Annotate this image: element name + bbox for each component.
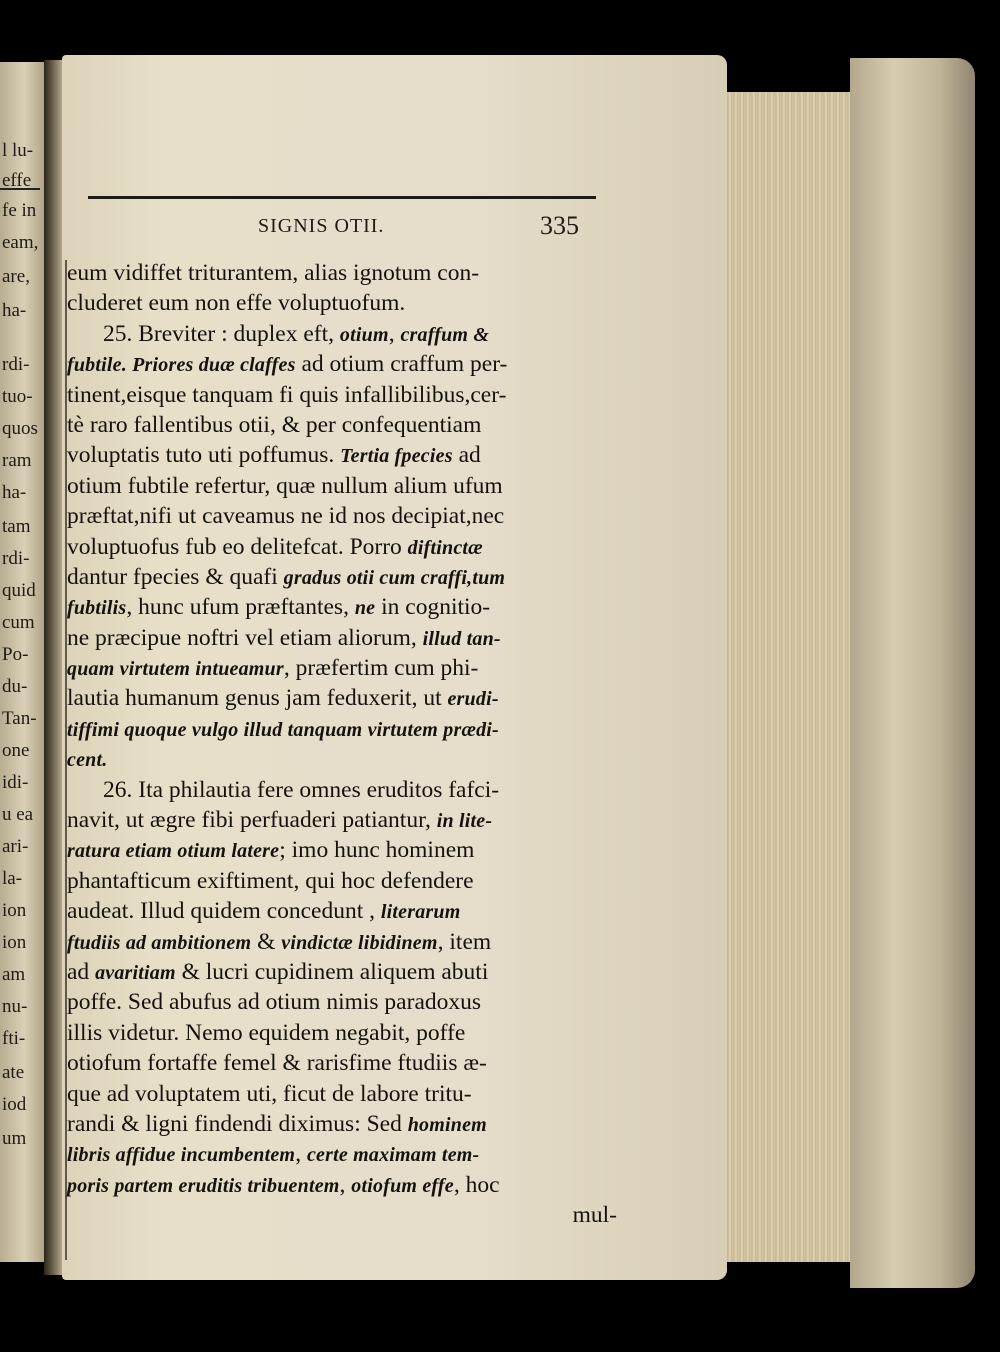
left-page-fragment: fti-	[2, 1028, 26, 1049]
text-segment: ne præcipue noftri vel etiam aliorum,	[67, 624, 423, 651]
text-segment: ,	[339, 1171, 352, 1198]
text-line	[67, 1109, 617, 1139]
text-line	[67, 927, 617, 957]
left-page-fragment: ram	[2, 450, 32, 471]
text-segment: & lucri cupidinem aliquem abuti	[175, 958, 489, 985]
text-line	[67, 1048, 617, 1078]
text-segment: &	[251, 928, 282, 955]
text-segment: dantur fpecies & quafi	[67, 563, 284, 590]
text-line	[67, 1079, 617, 1109]
italic-segment: gradus otii cum craffi,tum	[283, 566, 506, 589]
page-header	[62, 211, 727, 245]
left-page-fragment: cum	[2, 612, 35, 633]
text-segment: lautia humanum genus jam feduxerit, ut	[67, 685, 448, 712]
text-segment: tè raro fallentibus otii, & per confequentiam	[67, 411, 482, 438]
italic-segment: diftinctæ	[407, 536, 483, 559]
left-page-fragment: tam	[2, 516, 31, 537]
text-line	[67, 380, 617, 410]
text-line	[67, 1170, 617, 1200]
text-line	[67, 835, 617, 865]
text-segment: 26. Ita philautia fere omnes eruditos fafci-	[103, 776, 500, 803]
text-line	[67, 562, 617, 592]
text-line	[67, 471, 617, 501]
text-segment: cluderet eum non effe voluptuofum.	[67, 290, 406, 317]
italic-segment: hominem	[407, 1113, 487, 1136]
left-page-fragment: quid	[2, 580, 36, 601]
italic-segment: cent.	[67, 749, 108, 772]
text-line	[67, 805, 617, 835]
text-line	[67, 1018, 617, 1048]
left-page-fragment: um	[2, 1128, 27, 1149]
text-segment: tinent,eisque tanquam fi quis infallibilibus,cer-	[67, 381, 507, 408]
text-line	[67, 532, 617, 562]
text-line	[67, 744, 617, 774]
left-page-fragment: iod	[2, 1094, 27, 1115]
text-line	[67, 987, 617, 1017]
text-line	[67, 501, 617, 531]
text-segment: que ad voluptatem uti, ficut de labore tritu-	[67, 1080, 472, 1107]
running-head: SIGNIS OTII.	[258, 215, 385, 237]
left-page-fragment: ha-	[2, 300, 27, 321]
left-page-fragment: Tan-	[2, 708, 37, 729]
text-segment: ad otium craffum per-	[295, 351, 508, 378]
italic-segment: ne	[354, 597, 376, 620]
text-segment: præftat,nifi ut caveamus ne id nos decipiat,nec	[67, 503, 505, 530]
text-segment: voluptuofus fub eo delitefcat. Porro	[67, 533, 408, 560]
text-segment: ,	[295, 1141, 307, 1168]
left-page-fragment: la-	[2, 868, 23, 889]
text-line	[67, 440, 617, 470]
text-line	[67, 1200, 617, 1230]
text-line	[67, 288, 617, 318]
italic-segment: quam virtutem intueamur	[67, 658, 284, 681]
text-segment: , hoc	[453, 1171, 500, 1198]
text-segment: ad	[452, 442, 481, 469]
page-number: 335	[540, 211, 579, 240]
left-page-fragment: tuo-	[2, 386, 33, 407]
header-rule	[88, 196, 596, 199]
text-line	[67, 623, 617, 653]
text-segment: otium fubtile refertur, quæ nullum alium ufum	[67, 472, 503, 499]
text-segment: audeat. Illud quidem concedunt ,	[67, 898, 381, 925]
italic-segment: certe maximam tem-	[306, 1144, 480, 1167]
body-text	[67, 258, 617, 1231]
text-segment: , præfertim cum phi-	[283, 655, 479, 682]
text-line	[67, 592, 617, 622]
text-segment: navit, ut ægre fibi perfuaderi patiantur,	[67, 807, 437, 834]
italic-segment: illud tan-	[422, 627, 501, 650]
text-line	[67, 258, 617, 288]
text-line	[67, 410, 617, 440]
italic-segment: vindictæ libidinem	[281, 931, 438, 954]
book-cover	[850, 58, 975, 1288]
text-segment: , hunc ufum præftantes,	[126, 594, 355, 621]
left-page-fragment: am	[2, 964, 26, 985]
left-page-fragment: rdi-	[2, 548, 30, 569]
left-page-fragment: ion	[2, 932, 27, 953]
text-segment: mul-	[572, 1202, 617, 1229]
text-line	[67, 714, 617, 744]
text-line	[67, 1139, 617, 1169]
text-segment: , item	[437, 928, 492, 955]
page-fore-edge	[714, 92, 864, 1262]
left-page-fragment: u ea	[2, 804, 34, 825]
left-page-fragment: ha-	[2, 482, 27, 503]
text-line	[67, 775, 617, 805]
text-line	[67, 319, 617, 349]
italic-segment: otium	[339, 323, 389, 346]
italic-segment: ftudiis ad ambitionem	[67, 931, 252, 954]
left-page-fragment: eam,	[2, 232, 39, 253]
left-page-edge	[0, 62, 48, 1262]
italic-segment: tiffimi quoque vulgo illud tanquam virtutem prædi-	[67, 718, 499, 741]
left-page-fragment: rdi-	[2, 354, 30, 375]
text-segment: ; imo hunc hominem	[279, 837, 475, 864]
text-line	[67, 957, 617, 987]
left-page-fragment: nu-	[2, 996, 28, 1017]
text-segment: illis videtur. Nemo equidem negabit, poffe	[67, 1019, 466, 1046]
text-segment: eum vidiffet triturantem, alias ignotum con-	[67, 260, 480, 286]
italic-segment: in lite-	[436, 810, 493, 833]
left-page-fragment: Po-	[2, 644, 29, 665]
italic-segment: craffum &	[400, 323, 490, 346]
text-segment: 25. Breviter : duplex eft,	[103, 320, 340, 347]
italic-segment: otiofum effe	[351, 1174, 454, 1197]
italic-segment: erudi-	[447, 688, 499, 711]
left-page-fragment: ate	[2, 1062, 25, 1083]
text-line	[67, 896, 617, 926]
text-line	[67, 653, 617, 683]
left-page-fragment: quos	[2, 418, 38, 439]
text-segment: in cognitio-	[375, 594, 491, 621]
left-page-fragment: l lu-	[2, 140, 34, 161]
right-page	[62, 55, 727, 1280]
text-segment: poffe. Sed abufus ad otium nimis paradoxus	[67, 989, 482, 1016]
left-page-fragment: du-	[2, 676, 28, 697]
italic-segment: fubtilis	[67, 597, 127, 620]
text-segment: otiofum fortaffe femel & rarisfime ftudiis æ-	[67, 1050, 487, 1077]
left-page-fragment: are,	[2, 266, 30, 287]
text-line	[67, 683, 617, 713]
text-segment: ,	[388, 320, 401, 347]
text-segment: phantafticum exiftiment, qui hoc defendere	[67, 867, 474, 894]
text-segment: voluptatis tuto uti poffumus.	[67, 442, 341, 469]
text-segment: randi & ligni findendi diximus: Sed	[67, 1110, 408, 1137]
left-page-fragment: fe in	[2, 200, 37, 221]
italic-segment: libris affidue incumbentem	[67, 1144, 296, 1167]
italic-segment: fubtile. Priores duæ claffes	[67, 354, 296, 377]
text-line	[67, 349, 617, 379]
left-page-fragment: idi-	[2, 772, 29, 793]
left-page-fragment: ion	[2, 900, 27, 921]
left-page-fragment: effe	[2, 170, 32, 191]
italic-segment: poris partem eruditis tribuentem	[67, 1174, 340, 1197]
italic-segment: ratura etiam otium latere	[67, 840, 280, 863]
text-line	[67, 866, 617, 896]
left-page-fragment: one	[2, 740, 30, 761]
italic-segment: avaritiam	[95, 961, 176, 984]
text-segment: ad	[67, 958, 96, 985]
italic-segment: Tertia fpecies	[340, 445, 453, 468]
italic-segment: literarum	[380, 901, 461, 924]
left-page-fragment: ari-	[2, 836, 29, 857]
